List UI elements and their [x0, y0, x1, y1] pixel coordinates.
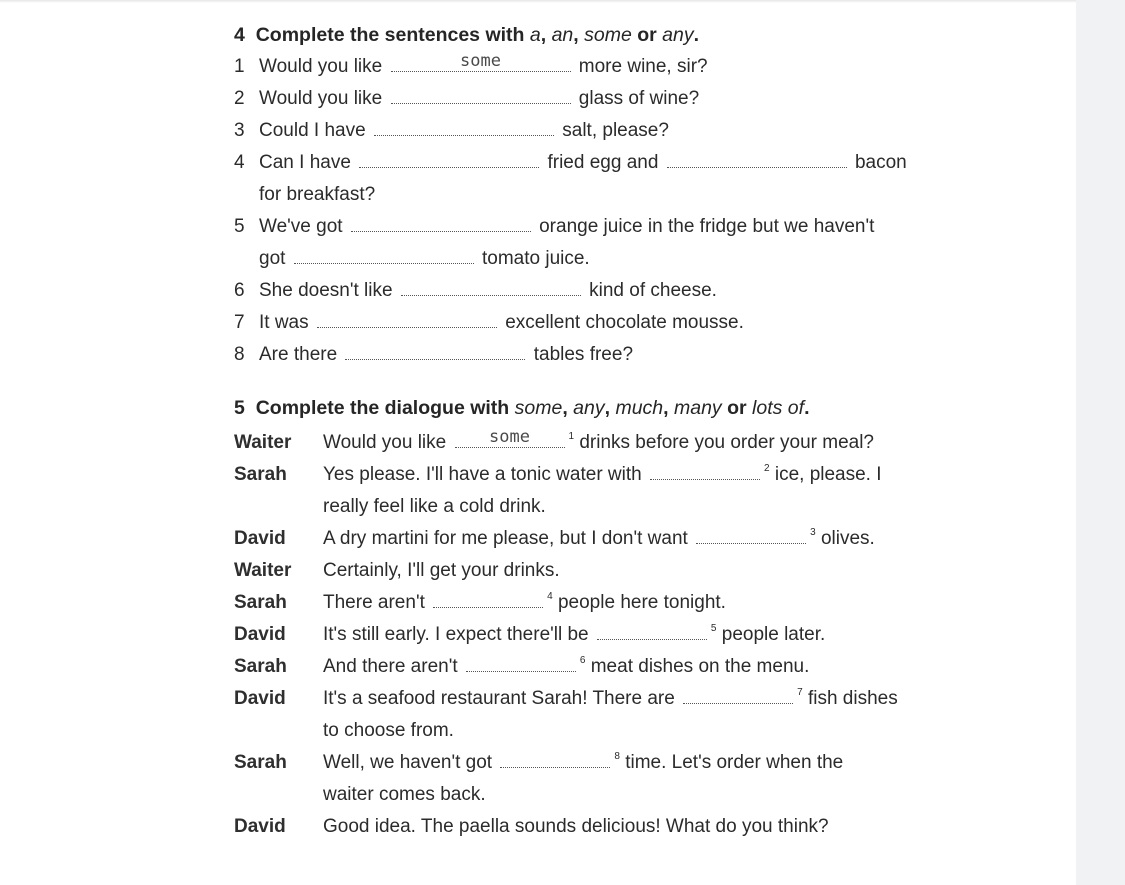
speaker-name: David: [234, 624, 286, 645]
exercise-4-item: 7 It was excellent chocolate mousse.: [234, 307, 994, 339]
answer-blank[interactable]: [683, 683, 793, 704]
answer-blank[interactable]: [391, 51, 571, 72]
dialogue-line: Sarah There aren't $^4$ people here tonight.: [234, 587, 994, 619]
dialogue-line: Waiter Would you like some $^1$ drinks before you order your meal?: [234, 427, 994, 459]
exercise-4-item: 8 Are there tables free?: [234, 339, 994, 371]
viewer-right-margin: [1076, 0, 1125, 885]
answer-blank[interactable]: [455, 427, 565, 448]
answer-blank[interactable]: [351, 211, 531, 232]
exercise-4-item: 3 Could I have salt, please?: [234, 115, 994, 147]
exercise-4-item-continuation: for breakfast?: [259, 184, 376, 205]
dialogue-line-continuation: really feel like a cold drink.: [323, 496, 546, 517]
exercise-5-heading: 5 Complete the dialogue with some, any, much, many or lots of.: [234, 397, 810, 419]
dialogue-line: David A dry martini for me please, but I don't want $^3$ olives.: [234, 523, 994, 555]
speaker-name: David: [234, 816, 286, 837]
answer-blank[interactable]: [401, 275, 581, 296]
speaker-name: Waiter: [234, 432, 292, 453]
handwritten-answer: some: [460, 51, 501, 71]
worksheet: [234, 19, 994, 843]
answer-blank[interactable]: [345, 339, 525, 360]
speaker-name: Sarah: [234, 464, 287, 485]
exercise-4-item: 1 Would you like some more wine, sir?: [234, 51, 708, 77]
speaker-name: Waiter: [234, 560, 292, 581]
dialogue-line-continuation: to choose from.: [323, 720, 454, 741]
answer-blank[interactable]: [294, 243, 474, 264]
answer-blank[interactable]: [597, 619, 707, 640]
exercise-4-item: 4 Can I have fried egg and bacon: [234, 147, 994, 179]
dialogue-line: David It's still early. I expect there'll be $^5$ people later.: [234, 619, 994, 651]
speaker-name: David: [234, 528, 286, 549]
dialogue-line: David Good idea. The paella sounds delicious! What do you think?: [234, 811, 994, 843]
dialogue-line: David It's a seafood restaurant Sarah! There are $^7$ fish dishes: [234, 683, 994, 715]
answer-blank[interactable]: [317, 307, 497, 328]
answer-blank[interactable]: [374, 115, 554, 136]
answer-blank[interactable]: [696, 523, 806, 544]
exercise-4-item: 2 Would you like glass of wine?: [234, 83, 994, 115]
exercise-4-heading: 4 Complete the sentences with a, an, some or any.: [234, 24, 700, 46]
handwritten-answer: some: [489, 427, 530, 447]
answer-blank[interactable]: [500, 747, 610, 768]
answer-blank[interactable]: [650, 459, 760, 480]
exercise-4-item-continuation: got tomato juice.: [234, 243, 994, 275]
dialogue-line-continuation: waiter comes back.: [323, 784, 486, 805]
answer-blank[interactable]: [667, 147, 847, 168]
answer-blank[interactable]: [391, 83, 571, 104]
answer-blank[interactable]: [433, 587, 543, 608]
page-top-edge: [0, 0, 1076, 3]
dialogue-line: Sarah And there aren't $^6$ meat dishes on the menu.: [234, 651, 994, 683]
speaker-name: Sarah: [234, 752, 287, 773]
exercise-4-item: 6 She doesn't like kind of cheese.: [234, 275, 994, 307]
exercise-4-item: 5 We've got orange juice in the fridge but we haven't: [234, 211, 994, 243]
dialogue-line: Sarah Well, we haven't got $^8$ time. Let's order when the: [234, 747, 994, 779]
dialogue-line: Sarah Yes please. I'll have a tonic water with $^2$ ice, please. I: [234, 459, 994, 491]
dialogue-line: Waiter Certainly, I'll get your drinks.: [234, 555, 994, 587]
answer-blank[interactable]: [359, 147, 539, 168]
answer-blank[interactable]: [466, 651, 576, 672]
speaker-name: Sarah: [234, 656, 287, 677]
speaker-name: David: [234, 688, 286, 709]
speaker-name: Sarah: [234, 592, 287, 613]
